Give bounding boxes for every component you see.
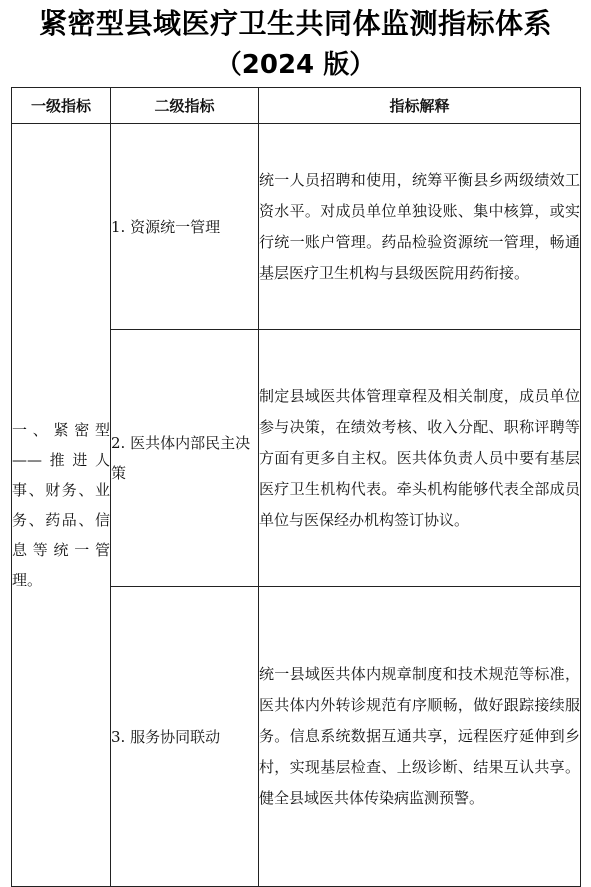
header-level2: 二级指标: [111, 88, 259, 124]
indicator-explanation: 统一人员招聘和使用，统筹平衡县乡两级绩效工资水平。对成员单位单独设账、集中核算，或实行统一账户管理。药品检验资源统一管理，畅通基层医疗卫生机构与县级医院用药衔接。: [259, 124, 581, 330]
level2-indicator: 1. 资源统一管理: [111, 124, 259, 330]
indicator-table: [11, 87, 581, 887]
table-row: [12, 124, 581, 330]
header-explanation: 指标解释: [259, 88, 581, 124]
indicator-explanation: 制定县域医共体管理章程及相关制度，成员单位参与决策，在绩效考核、收入分配、职称评聘等方面有更多自主权。医共体负责人员中要有基层医疗卫生机构代表。牵头机构能够代表全部成员单位与医保经办机构签订协议。: [259, 330, 581, 587]
level2-indicator: 3. 服务协同联动: [111, 587, 259, 887]
level2-indicator: 2. 医共体内部民主决策: [111, 330, 259, 587]
document-edition: （2024 版）: [215, 50, 376, 80]
header-level1: 一级指标: [12, 88, 111, 124]
level1-indicator: 一、紧密型——推进人事、财务、业务、药品、信息等统一管理。: [12, 124, 111, 887]
table-header-row: [12, 88, 581, 124]
document-title: 紧密型县域医疗卫生共同体监测指标体系: [38, 7, 552, 40]
indicator-explanation: 统一县域医共体内规章制度和技术规范等标准，医共体内外转诊规范有序顺畅，做好跟踪接续服务。信息系统数据互通共享，远程医疗延伸到乡村，实现基层检查、上级诊断、结果互认共享。健全县域医共体传染病监测预警。: [259, 587, 581, 887]
